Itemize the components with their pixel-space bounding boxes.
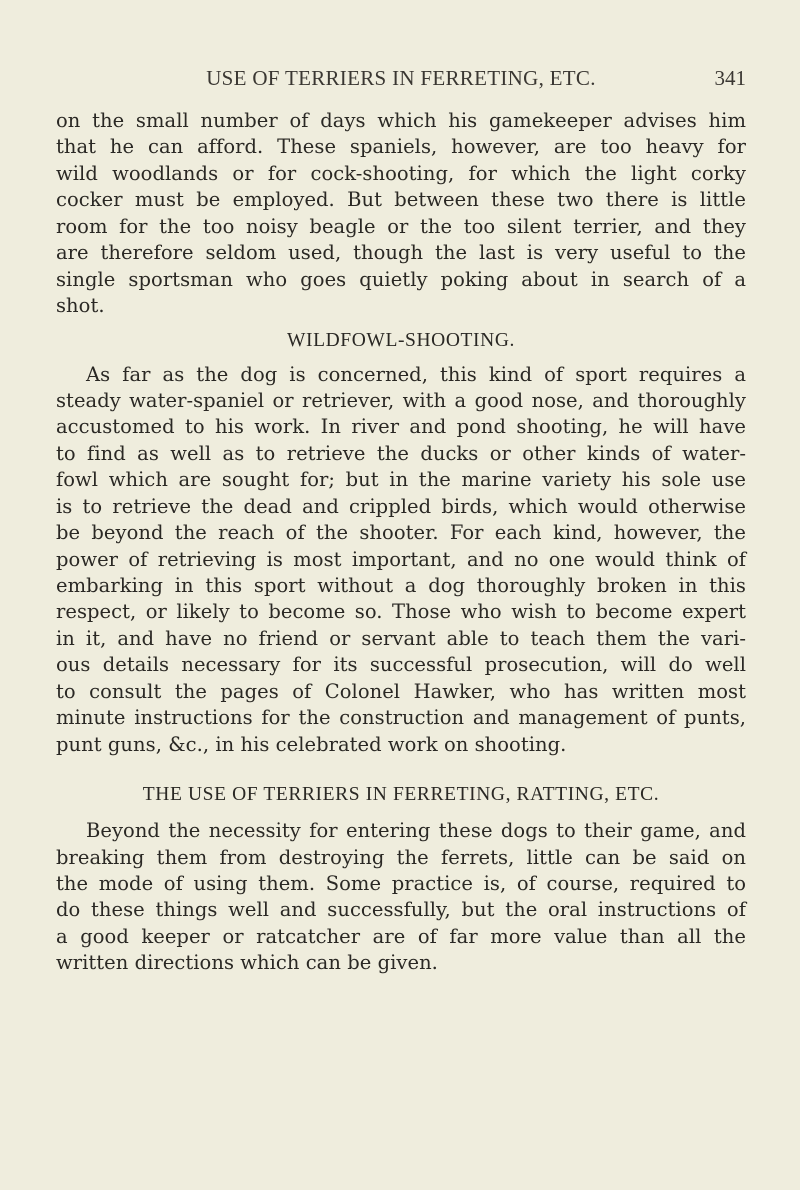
paragraph xyxy=(56,818,746,977)
text-line: accustomed to his work. In river and pond shooting, he will have xyxy=(56,415,746,439)
text-line: breaking them from destroying the ferrets, little can be said on xyxy=(56,845,746,869)
text-line: a good keeper or ratcatcher are of far more value than all the xyxy=(56,924,746,948)
text-line: do these things well and successfully, but the oral instructions of xyxy=(56,898,746,922)
text-line: are therefore seldom used, though the last is very useful to the xyxy=(56,241,746,265)
paragraph xyxy=(56,108,746,320)
text-line: cocker must be employed. But between these two there is little xyxy=(56,188,746,212)
section-heading: THE USE OF TERRIERS IN FERRETING, RATTING, ETC. xyxy=(142,784,660,806)
text-line: As far as the dog is concerned, this kind of sport requires a xyxy=(86,362,746,386)
text-line: embarking in this sport without a dog thoroughly broken in this xyxy=(56,574,746,597)
text-line: Beyond the necessity for entering these dogs to their game, and xyxy=(86,819,746,843)
text-line: to find as well as to retrieve the ducks or other kinds of water- xyxy=(56,441,746,465)
body-text xyxy=(56,108,746,977)
text-line: is to retrieve the dead and crippled birds, which would otherwise xyxy=(56,494,746,518)
text-line: ous details necessary for its successful prosecution, will do well xyxy=(56,653,746,677)
text-line: room for the too noisy beagle or the too silent terrier, and they xyxy=(56,214,746,238)
text-line: to consult the pages of Colonel Hawker, who has written most xyxy=(56,679,746,703)
text-line: on the small number of days which his gamekeeper advises him xyxy=(56,109,746,132)
section-heading: WILDFOWL-SHOOTING. xyxy=(287,329,515,351)
text-line: punt guns, &c., in his celebrated work on shooting. xyxy=(56,732,567,756)
paragraph xyxy=(56,362,746,759)
text-line: single sportsman who goes quietly poking about in search of a xyxy=(56,267,746,291)
running-title: USE OF TERRIERS IN FERRETING, ETC. xyxy=(206,66,596,90)
text-line: steady water-spaniel or retriever, with a good nose, and thoroughly xyxy=(56,388,746,412)
text-line: wild woodlands or for cock-shooting, for which the light corky xyxy=(56,161,746,185)
text-line: fowl which are sought for; but in the marine variety his sole use xyxy=(56,468,746,492)
text-line: be beyond the reach of the shooter. For each kind, however, the xyxy=(56,521,746,545)
page-number: 341 xyxy=(714,66,746,90)
text-line: minute instructions for the construction and management of punts, xyxy=(56,706,746,730)
text-line: that he can afford. These spaniels, however, are too heavy for xyxy=(56,135,746,159)
text-line: shot. xyxy=(56,294,105,318)
text-line: respect, or likely to become so. Those who wish to become expert xyxy=(56,600,746,624)
text-line: in it, and have no friend or servant able to teach them the vari- xyxy=(56,626,746,650)
text-line: power of retrieving is most important, and no one would think of xyxy=(56,547,746,571)
text-line: written directions which can be given. xyxy=(56,951,438,975)
text-line: the mode of using them. Some practice is, of course, required to xyxy=(56,871,746,895)
running-head xyxy=(56,66,746,94)
